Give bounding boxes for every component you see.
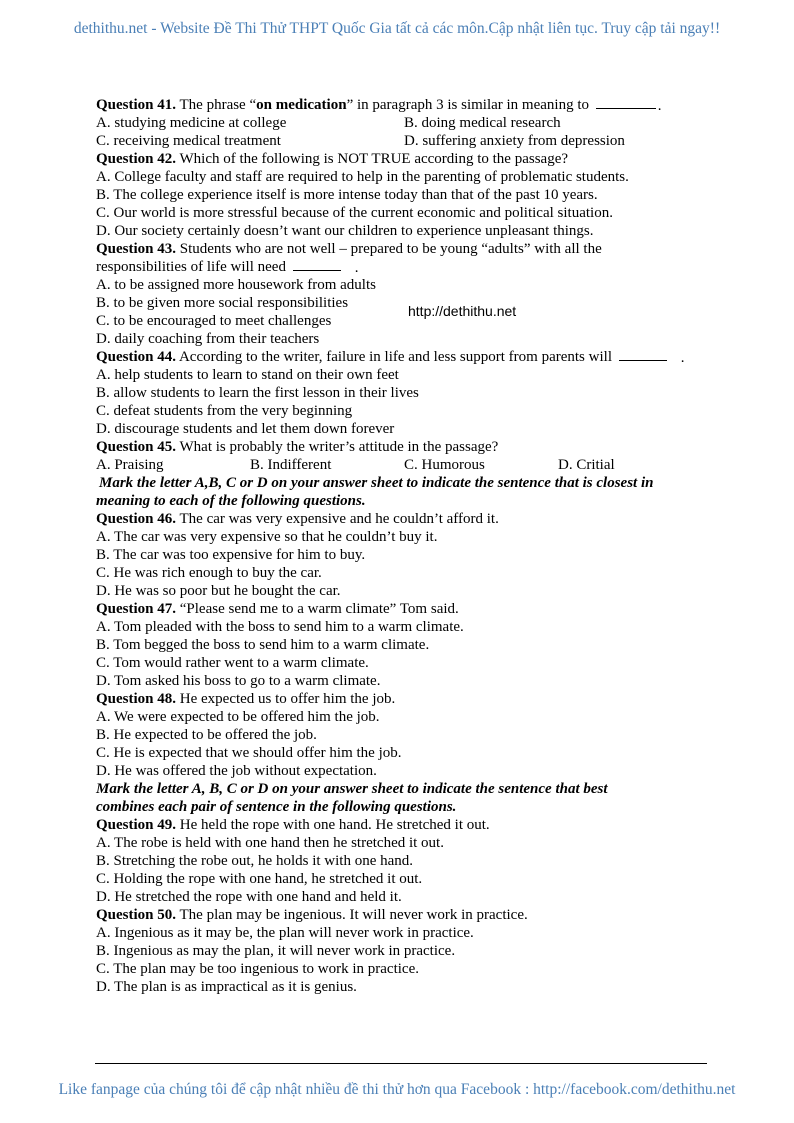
question-text: Which of the following is NOT TRUE according to the passage? — [179, 151, 569, 167]
answer-blank — [293, 258, 341, 271]
option-b: B. Tom begged the boss to send him to a warm climate. — [96, 637, 430, 653]
option-d: D. Our society certainly doesn’t want our children to experience unpleasant things. — [96, 223, 594, 239]
option-b: B. Indifferent — [250, 457, 332, 473]
question-number: Question 44. — [96, 349, 177, 365]
question-50 — [96, 906, 716, 924]
option-d: D. suffering anxiety from depression — [404, 133, 625, 149]
question-content — [96, 96, 716, 996]
option-b: B. He expected to be offered the job. — [96, 727, 317, 743]
question-phrase: on medication — [256, 97, 347, 113]
option-c: C. Our world is more stressful because of the current economic and political situation. — [96, 205, 613, 221]
section-instruction — [96, 780, 716, 816]
question-number: Question 46. — [96, 511, 177, 527]
answer-blank — [596, 96, 656, 109]
option-a: A. Praising — [96, 457, 164, 473]
option-a: A. to be assigned more housework from adults — [96, 277, 376, 293]
instruction-line: Mark the letter A, B, C or D on your answer sheet to indicate the sentence that best — [96, 781, 608, 797]
question-text: responsibilities of life will need — [96, 259, 286, 275]
question-text: ” in paragraph 3 is similar in meaning to — [346, 97, 590, 113]
question-42 — [96, 150, 716, 168]
option-a: A. help students to learn to stand on their own feet — [96, 367, 399, 383]
question-text: The phrase “ — [179, 97, 257, 113]
option-c: C. to be encouraged to meet challenges — [96, 313, 332, 329]
question-text: According to the writer, failure in life and less support from parents will — [178, 349, 612, 365]
option-c: C. He was rich enough to buy the car. — [96, 565, 322, 581]
option-d: D. Tom asked his boss to go to a warm climate. — [96, 673, 381, 689]
option-c: C. He is expected that we should offer him the job. — [96, 745, 402, 761]
option-b: B. The car was too expensive for him to buy. — [96, 547, 366, 563]
question-44 — [96, 348, 716, 366]
option-b: B. allow students to learn the first lesson in their lives — [96, 385, 419, 401]
option-b: B. Ingenious as may the plan, it will never work in practice. — [96, 943, 456, 959]
question-number: Question 48. — [96, 691, 177, 707]
answer-blank — [619, 348, 667, 361]
question-number: Question 41. — [96, 97, 177, 113]
instruction-line: meaning to each of the following questions. — [96, 493, 366, 509]
options-row — [96, 456, 716, 474]
question-number: Question 49. — [96, 817, 177, 833]
options-row — [96, 114, 716, 132]
question-text-continued — [96, 258, 716, 276]
option-b: B. doing medical research — [404, 115, 561, 131]
question-49 — [96, 816, 716, 834]
footer-divider — [95, 1063, 707, 1064]
option-a: A. Tom pleaded with the boss to send him to a warm climate. — [96, 619, 464, 635]
question-text: The car was very expensive and he couldn’t afford it. — [179, 511, 499, 527]
option-c: C. defeat students from the very beginning — [96, 403, 353, 419]
option-d: D. He was offered the job without expectation. — [96, 763, 377, 779]
option-a: A. The car was very expensive so that he couldn’t buy it. — [96, 529, 438, 545]
question-45 — [96, 438, 716, 456]
question-46 — [96, 510, 716, 528]
instruction-line: combines each pair of sentence in the following questions. — [96, 799, 457, 815]
instruction-line: Mark the letter A,B, C or D on your answer sheet to indicate the sentence that is closest in — [99, 475, 654, 491]
option-b: B. Stretching the robe out, he holds it with one hand. — [96, 853, 414, 869]
question-number: Question 43. — [96, 241, 177, 257]
option-a: A. We were expected to be offered him the job. — [96, 709, 380, 725]
option-d: D. He was so poor but he bought the car. — [96, 583, 341, 599]
section-instruction — [96, 474, 716, 510]
watermark-link[interactable]: http://dethithu.net — [408, 303, 517, 319]
option-b: B. to be given more social responsibilities — [96, 295, 349, 311]
option-c: C. Humorous — [404, 457, 485, 473]
question-41 — [96, 96, 716, 114]
question-number: Question 45. — [96, 439, 177, 455]
option-c: C. Tom would rather went to a warm climate. — [96, 655, 369, 671]
option-c: C. Holding the rope with one hand, he stretched it out. — [96, 871, 423, 887]
question-number: Question 50. — [96, 907, 177, 923]
question-number: Question 47. — [96, 601, 177, 617]
question-number: Question 42. — [96, 151, 177, 167]
option-d: D. Critial — [558, 457, 615, 473]
page-header[interactable]: dethithu.net - Website Đề Thi Thử THPT Quốc Gia tất cả các môn.Cập nhật liên tục. Truy cập tải ngay!! — [73, 20, 721, 37]
question-43 — [96, 240, 716, 258]
question-text: What is probably the writer’s attitude in the passage? — [179, 439, 499, 455]
options-row — [96, 132, 716, 150]
option-c: C. The plan may be too ingenious to work in practice. — [96, 961, 419, 977]
question-text: The plan may be ingenious. It will never work in practice. — [179, 907, 528, 923]
option-d: D. The plan is as impractical as it is genius. — [96, 979, 357, 995]
question-48 — [96, 690, 716, 708]
option-d: D. He stretched the rope with one hand and held it. — [96, 889, 402, 905]
option-a: A. Ingenious as it may be, the plan will never work in practice. — [96, 925, 474, 941]
option-b: B. The college experience itself is more intense today than that of the past 10 years. — [96, 187, 598, 203]
question-47 — [96, 600, 716, 618]
page-footer[interactable]: Like fanpage của chúng tôi để cập nhật nhiều đề thi thử hơn qua Facebook : http://facebook.com/dethithu.net — [58, 1081, 736, 1098]
option-d: D. discourage students and let them down forever — [96, 421, 395, 437]
question-text: “Please send me to a warm climate” Tom said. — [179, 601, 459, 617]
option-d: D. daily coaching from their teachers — [96, 331, 320, 347]
question-text: He held the rope with one hand. He stretched it out. — [179, 817, 490, 833]
option-c: C. receiving medical treatment — [96, 133, 281, 149]
option-a: A. College faculty and staff are required to help in the parenting of problematic students. — [96, 169, 629, 185]
option-a: A. studying medicine at college — [96, 115, 287, 131]
option-a: A. The robe is held with one hand then he stretched it out. — [96, 835, 444, 851]
question-text: He expected us to offer him the job. — [179, 691, 396, 707]
question-text: Students who are not well – prepared to be young “adults” with all the — [179, 241, 602, 257]
